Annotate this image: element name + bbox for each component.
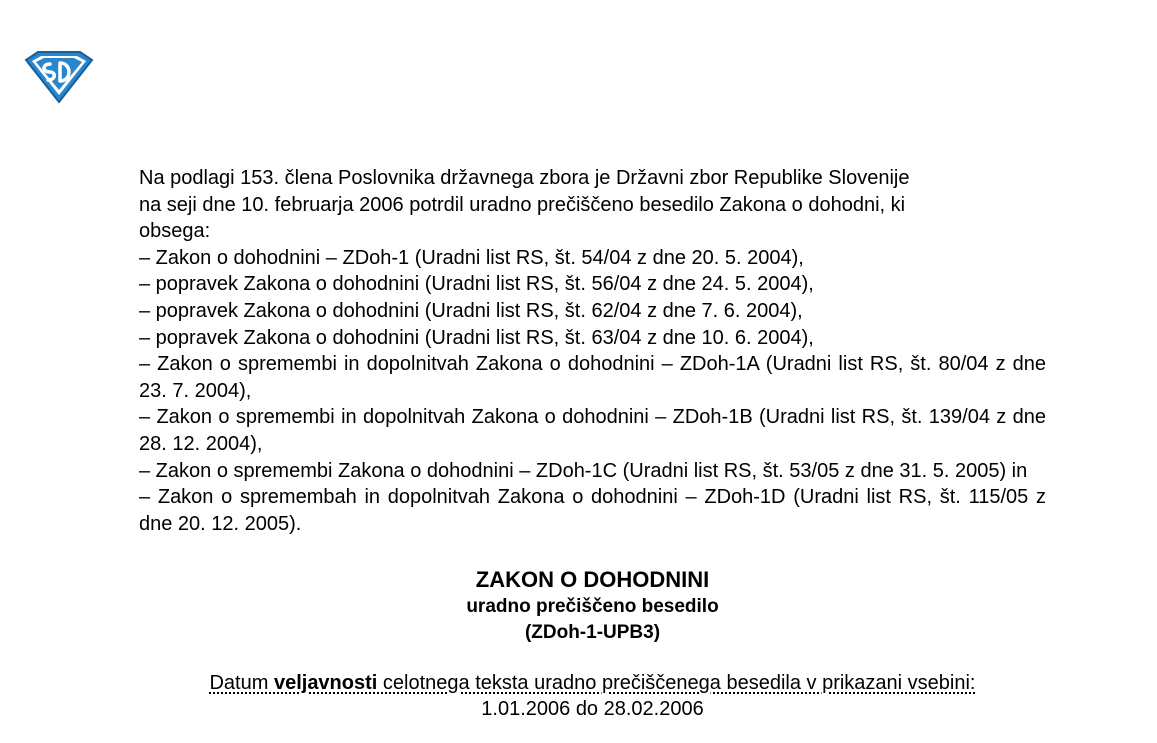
- validity-suffix: celotnega teksta uradno prečiščenega besedila v prikazani vsebini:: [377, 672, 976, 695]
- validity-bold: veljavnosti: [273, 672, 378, 695]
- validity-dates: 1.01.2006 do 28.02.2006: [481, 698, 704, 721]
- validity-prefix: Datum: [209, 672, 274, 695]
- intro-line: Na podlagi 153. člena Poslovnika državnega zbora je Državni zbor Republike Slovenije: [139, 167, 910, 189]
- list-item: – Zakon o dohodnini – ZDoh-1 (Uradni list RS, št. 54/04 z dne 20. 5. 2004),: [139, 246, 804, 269]
- list-item: – Zakon o spremembi Zakona o dohodnini – ZDoh-1C (Uradni list RS, št. 53/05 z dne 31. 5. 2005) in: [139, 459, 1028, 482]
- list-item: – popravek Zakona o dohodnini (Uradni list RS, št. 56/04 z dne 24. 5. 2004),: [139, 273, 814, 296]
- law-title: ZAKON O DOHODNINI: [475, 567, 710, 593]
- list-item: – Zakon o spremembi in dopolnitvah Zakona o dohodnini – ZDoh-1B (Uradni list RS, št. 139/04 z dne 28. 12. 2004),: [139, 406, 1046, 455]
- amendments-list: [139, 245, 1046, 538]
- validity-line: [139, 670, 1046, 696]
- intro-line: obsega:: [139, 220, 211, 243]
- law-abbreviation: (ZDoh-1-UPB3): [524, 622, 661, 644]
- list-item: – Zakon o spremembah in dopolnitvah Zakona o dohodnini – ZDoh-1D (Uradni list RS, št. 115/05 z dne 20. 12. 2005).: [139, 486, 1046, 535]
- list-item: – popravek Zakona o dohodnini (Uradni list RS, št. 63/04 z dne 10. 6. 2004),: [139, 326, 814, 349]
- sd-logo-icon: [22, 48, 96, 104]
- list-item: – popravek Zakona o dohodnini (Uradni list RS, št. 62/04 z dne 7. 6. 2004),: [139, 299, 803, 322]
- document-body: [139, 165, 1046, 722]
- list-item: – Zakon o spremembi in dopolnitvah Zakona o dohodnini – ZDoh-1A (Uradni list RS, št. 80/04 z dne 23. 7. 2004),: [139, 353, 1046, 402]
- law-subtitle: uradno prečiščeno besedilo: [466, 596, 719, 618]
- intro-line: na seji dne 10. februarja 2006 potrdil uradno prečiščeno besedilo Zakona o dohodni, ki: [139, 193, 906, 216]
